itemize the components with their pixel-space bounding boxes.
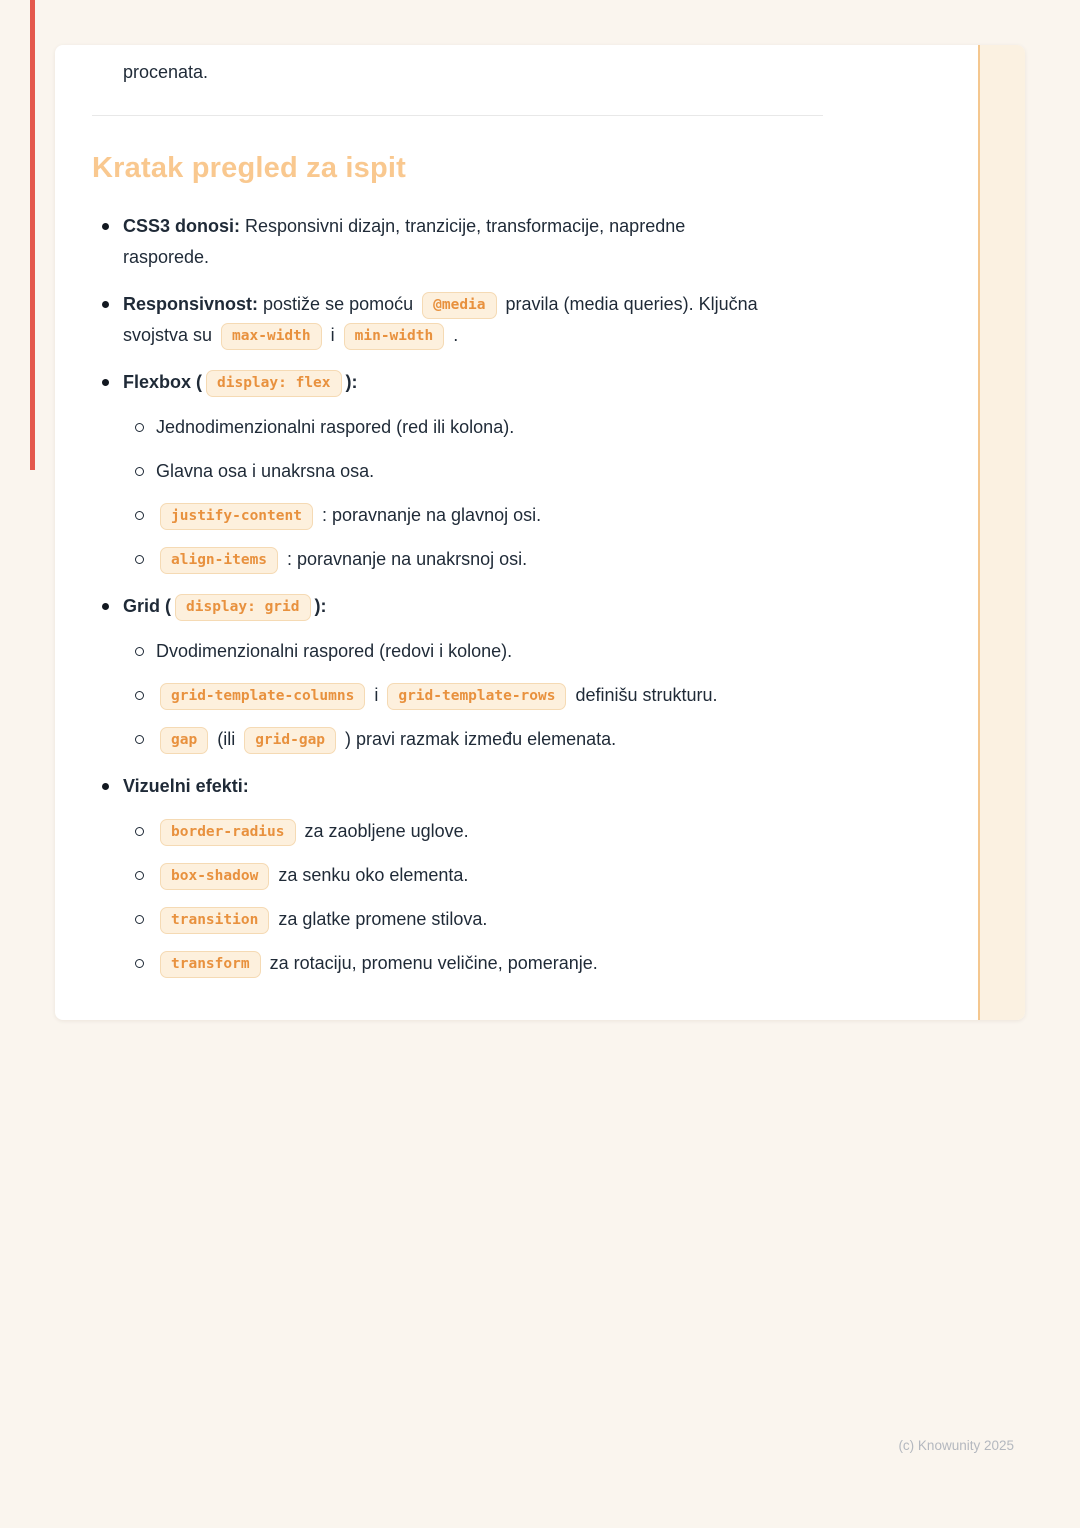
bold-text: Vizuelni efekti: <box>123 776 249 796</box>
bold-text: CSS3 donosi: <box>123 216 241 236</box>
text-run: i <box>369 685 384 705</box>
sub-list <box>123 636 763 755</box>
code-chip: grid-gap <box>244 727 336 754</box>
intro-text: procenata. <box>123 62 209 82</box>
code-chip: min-width <box>344 323 445 350</box>
code-chip: gap <box>160 727 208 754</box>
text-run: : poravnanje na glavnoj osi. <box>316 505 542 525</box>
text-run: postiže se pomoću <box>258 294 419 314</box>
code-chip: display: flex <box>206 370 342 397</box>
list-item-text <box>123 771 763 802</box>
code-chip: box-shadow <box>160 863 269 890</box>
code-chip: display: grid <box>175 594 311 621</box>
sub-list-item <box>123 680 763 711</box>
sub-list-item-text <box>156 544 763 575</box>
text-run: Dvodimenzionalni raspored (redovi i kolone). <box>156 641 513 661</box>
sub-list-item-text <box>156 636 763 667</box>
bold-text: ): <box>314 596 327 616</box>
list-item-text <box>123 591 763 622</box>
code-chip: border-radius <box>160 819 296 846</box>
list-item-text <box>123 211 763 273</box>
document-content <box>92 57 823 995</box>
list-item-text <box>123 367 763 398</box>
sub-list <box>123 412 763 575</box>
sub-list-item-text <box>156 680 763 711</box>
section-divider <box>92 115 823 116</box>
text-run: za senku oko elementa. <box>273 865 469 885</box>
sub-list-item <box>123 948 763 979</box>
text-run: i <box>325 325 340 345</box>
sub-list-item <box>123 724 763 755</box>
bold-text: Flexbox ( <box>123 372 203 392</box>
sub-list-item-text <box>156 948 763 979</box>
text-run: za glatke promene stilova. <box>273 909 488 929</box>
text-run: : poravnanje na unakrsnoj osi. <box>282 549 528 569</box>
list-item-text <box>123 289 763 351</box>
code-chip: align-items <box>160 547 278 574</box>
footer-credit: (c) Knowunity 2025 <box>898 1438 1014 1453</box>
document-card <box>55 45 1025 1020</box>
text-run: Jednodimenzionalni raspored (red ili kolona). <box>156 417 515 437</box>
sub-list-item-text <box>156 816 763 847</box>
sub-list-item <box>123 816 763 847</box>
code-chip: justify-content <box>160 503 313 530</box>
sub-list-item-text <box>156 500 763 531</box>
text-run: . <box>448 325 459 345</box>
list-item <box>92 771 763 979</box>
text-run: za zaobljene uglove. <box>299 821 469 841</box>
sub-list-item <box>123 904 763 935</box>
text-run: Responsivni dizajn, tranzicije, transformacije, napredne rasporede. <box>123 216 686 267</box>
sub-list-item <box>123 456 763 487</box>
left-accent-bar <box>30 0 35 470</box>
sub-list-item <box>123 544 763 575</box>
code-chip: grid-template-columns <box>160 683 365 710</box>
code-chip: max-width <box>221 323 322 350</box>
list-item <box>92 211 763 273</box>
sub-list <box>123 816 763 979</box>
list-item <box>92 289 763 351</box>
bold-text: ): <box>345 372 358 392</box>
code-chip: grid-template-rows <box>387 683 566 710</box>
bullet-list <box>92 211 763 979</box>
sub-list-item-text <box>156 904 763 935</box>
text-run: Glavna osa i unakrsna osa. <box>156 461 375 481</box>
text-run: za rotaciju, promenu veličine, pomeranje. <box>264 953 598 973</box>
sub-list-item-text <box>156 860 763 891</box>
text-run: (ili <box>212 729 241 749</box>
sub-list-item-text <box>156 412 763 443</box>
bold-text: Responsivnost: <box>123 294 259 314</box>
sub-list-item <box>123 500 763 531</box>
list-item <box>92 591 763 755</box>
sub-list-item-text <box>156 724 763 755</box>
sub-list-item <box>123 636 763 667</box>
text-run: definišu strukturu. <box>570 685 718 705</box>
sub-list-item <box>123 412 763 443</box>
section-title: Kratak pregled za ispit <box>92 152 407 184</box>
code-chip: transform <box>160 951 261 978</box>
text-run: pravila (media queries). Ključna svojstva su <box>123 294 758 345</box>
sub-list-item <box>123 860 763 891</box>
list-item <box>92 367 763 575</box>
code-chip: @media <box>422 292 496 319</box>
code-chip: transition <box>160 907 269 934</box>
page-margin-strip <box>978 45 1025 1020</box>
text-run: ) pravi razmak između elemenata. <box>340 729 617 749</box>
bold-text: Grid ( <box>123 596 171 616</box>
sub-list-item-text <box>156 456 763 487</box>
